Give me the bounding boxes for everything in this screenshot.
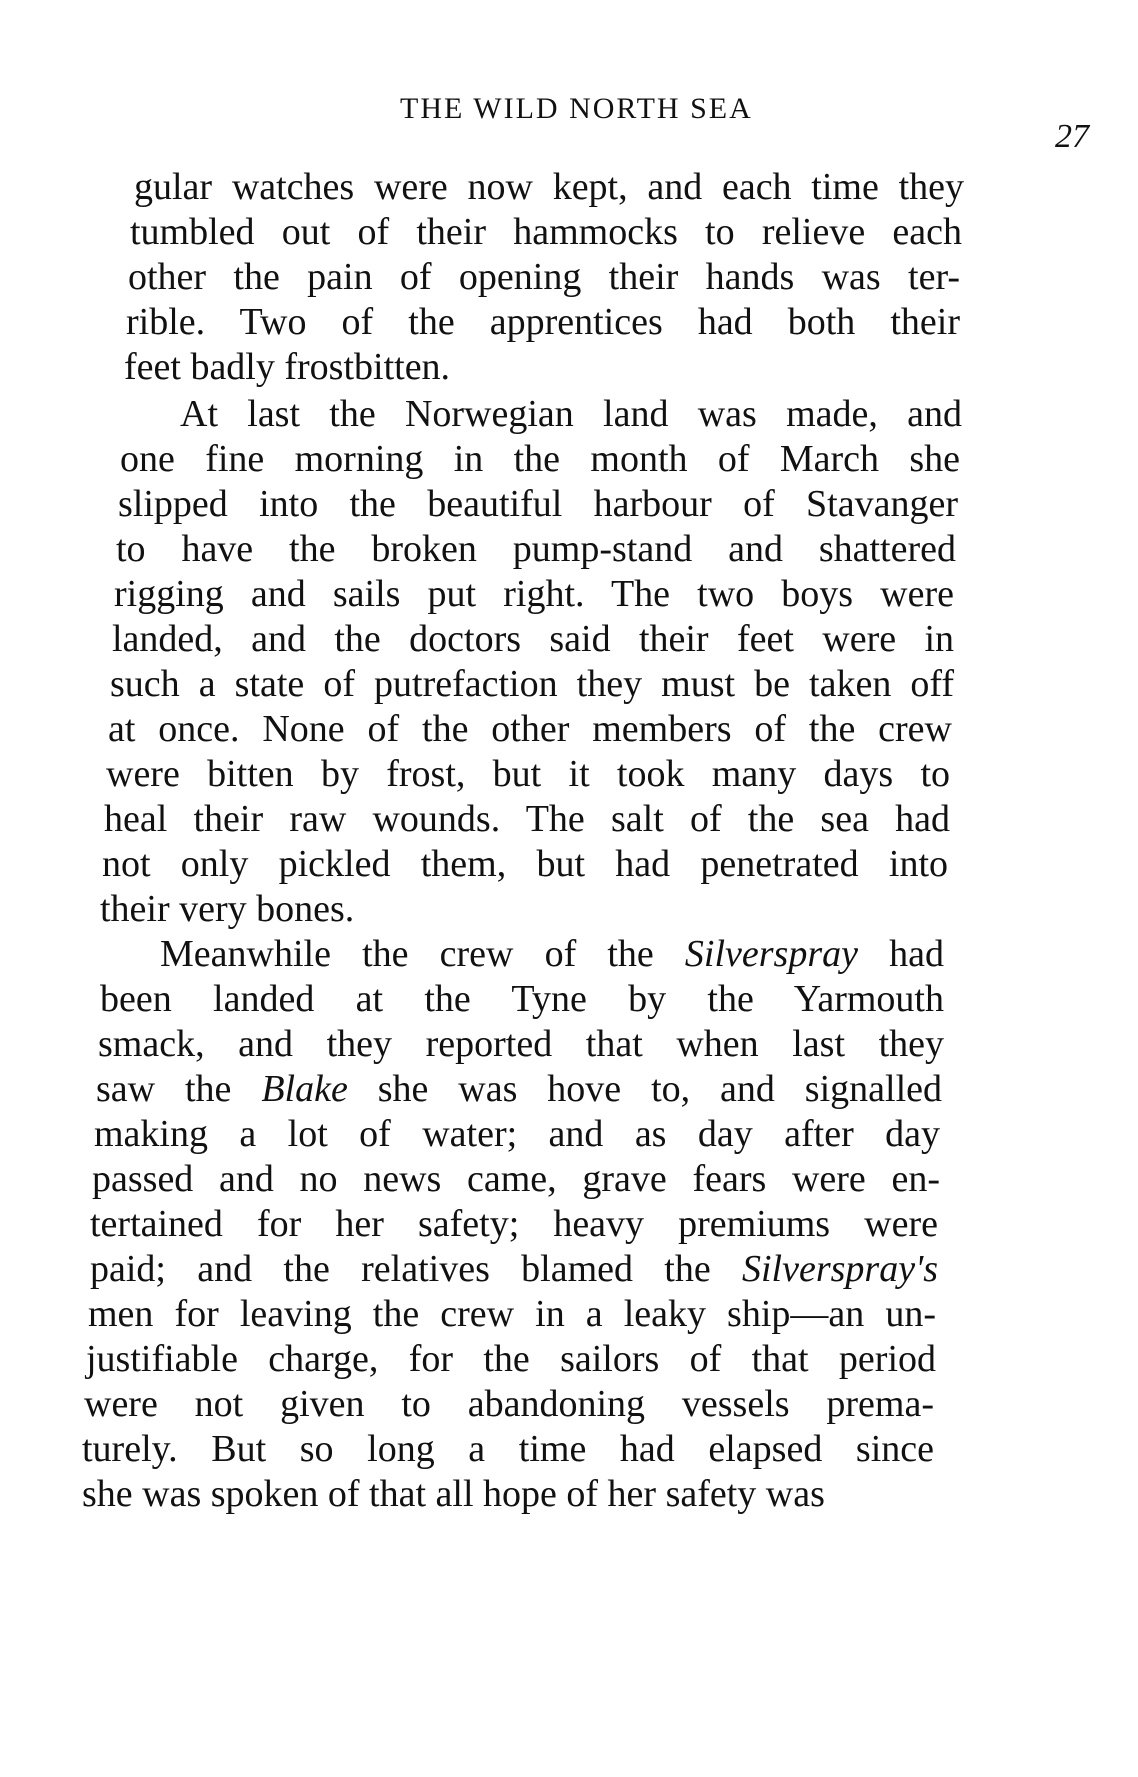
text-line: their very bones. <box>100 888 355 930</box>
text-line: slipped into the beautiful harbour of Stavanger <box>118 483 958 525</box>
text-line: been landed at the Tyne by the Yarmouth <box>100 978 944 1020</box>
text-line: other the pain of opening their hands was ter- <box>128 256 960 298</box>
text-line: paid; and the relatives blamed the Silverspray's <box>90 1248 938 1290</box>
text-line: passed and no news came, grave fears were en- <box>92 1158 940 1200</box>
running-head: THE WILD NORTH SEA <box>400 92 753 125</box>
text-line: turely. But so long a time had elapsed since <box>82 1428 934 1470</box>
italic-ship-name: Silverspray's <box>742 1248 938 1290</box>
text-line: making a lot of water; and as day after day <box>94 1113 940 1155</box>
text-line: men for leaving the crew in a leaky ship—an un- <box>88 1293 936 1335</box>
text-line: Meanwhile the crew of the Silverspray had <box>160 933 944 975</box>
text-line: one fine morning in the month of March she <box>120 438 960 480</box>
page-number: 27 <box>1055 118 1089 155</box>
text-line: were bitten by frost, but it took many days to <box>106 753 950 795</box>
text-line: rible. Two of the apprentices had both their <box>126 301 960 343</box>
text-line: such a state of putrefaction they must be taken off <box>110 663 954 705</box>
text-line: at once. None of the other members of the crew <box>108 708 952 750</box>
text-line: tertained for her safety; heavy premiums were <box>90 1203 938 1245</box>
text-line: she was spoken of that all hope of her safety was <box>82 1473 825 1515</box>
italic-ship-name: Blake <box>261 1068 348 1110</box>
text-line: landed, and the doctors said their feet were in <box>112 618 954 660</box>
text-line: were not given to abandoning vessels prema- <box>84 1383 934 1425</box>
text-line: feet badly frostbitten. <box>124 346 451 388</box>
text-line: gular watches were now kept, and each time they <box>134 166 964 208</box>
text-line: tumbled out of their hammocks to relieve each <box>130 211 962 253</box>
text-line: justifiable charge, for the sailors of that period <box>86 1338 936 1380</box>
italic-ship-name: Silverspray <box>684 933 858 975</box>
text-line: heal their raw wounds. The salt of the sea had <box>104 798 950 840</box>
text-line: to have the broken pump-stand and shattered <box>116 528 956 570</box>
text-line: not only pickled them, but had penetrated into <box>102 843 948 885</box>
text-line: saw the Blake she was hove to, and signalled <box>96 1068 942 1110</box>
text-line: At last the Norwegian land was made, and <box>180 393 962 435</box>
text-line: rigging and sails put right. The two boys were <box>114 573 954 615</box>
text-line: smack, and they reported that when last they <box>98 1023 944 1065</box>
